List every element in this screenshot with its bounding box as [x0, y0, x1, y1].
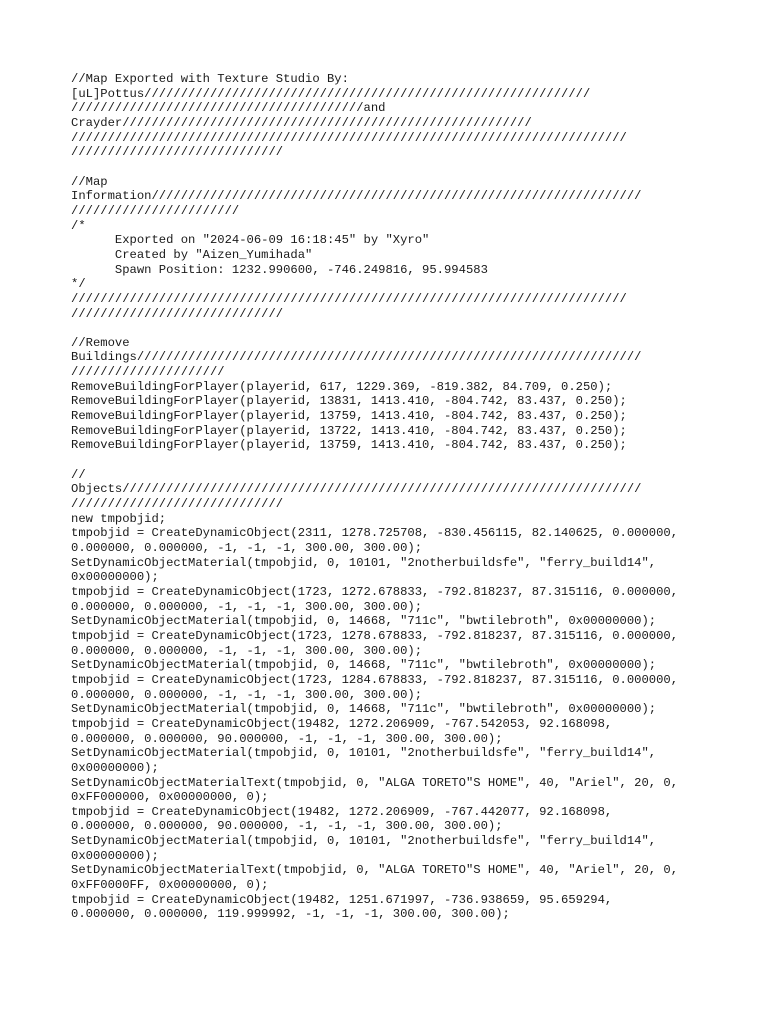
document-line: [71, 321, 711, 336]
document-line: 0x00000000);: [71, 760, 159, 775]
document-line: [uL]Pottus/////////////////////////////////////////////////////////////: [71, 86, 591, 101]
document-line: /////////////////////////////: [71, 145, 284, 160]
document-line: [71, 453, 711, 468]
document-line: RemoveBuildingForPlayer(playerid, 13759, 1413.410, -804.742, 83.437, 0.250);: [71, 438, 627, 453]
document-line: Spawn Position: 1232.990600, -746.249816, 95.994583: [71, 262, 488, 277]
document-line: 0.000000, 0.000000, 90.000000, -1, -1, -1, 300.00, 300.00);: [71, 819, 503, 834]
document-line: tmpobjid = CreateDynamicObject(1723, 1272.678833, -792.818237, 87.315116, 0.000000,: [71, 584, 679, 599]
document-line: SetDynamicObjectMaterial(tmpobjid, 0, 10101, "2notherbuildsfe", "ferry_build14",: [71, 746, 657, 761]
document-line: RemoveBuildingForPlayer(playerid, 13831, 1413.410, -804.742, 83.437, 0.250);: [71, 394, 627, 409]
document-line: SetDynamicObjectMaterial(tmpobjid, 0, 14668, "711c", "bwtilebroth", 0x00000000);: [71, 658, 657, 673]
document-line: tmpobjid = CreateDynamicObject(19482, 1272.206909, -767.442077, 92.168098,: [71, 804, 613, 819]
document-line: 0x00000000);: [71, 848, 159, 863]
document-line: SetDynamicObjectMaterial(tmpobjid, 0, 14668, "711c", "bwtilebroth", 0x00000000);: [71, 614, 657, 629]
document-line: RemoveBuildingForPlayer(playerid, 13722, 1413.410, -804.742, 83.437, 0.250);: [71, 423, 627, 438]
document-line: SetDynamicObjectMaterialText(tmpobjid, 0, "ALGA TORETO"S HOME", 40, "Ariel", 20, 0,: [71, 863, 679, 878]
document-line: */: [71, 277, 86, 292]
document-line: 0.000000, 0.000000, 119.999992, -1, -1, -1, 300.00, 300.00);: [71, 907, 510, 922]
document-line: ////////////////////////////////////////////////////////////////////////////: [71, 130, 627, 145]
document-line: tmpobjid = CreateDynamicObject(19482, 1251.671997, -736.938659, 95.659294,: [71, 892, 613, 907]
document-line: 0.000000, 0.000000, -1, -1, -1, 300.00, 300.00);: [71, 687, 423, 702]
document-line: ///////////////////////: [71, 203, 240, 218]
document-line: Exported on "2024-06-09 16:18:45" by "Xyro": [71, 233, 430, 248]
document-line: Objects///////////////////////////////////////////////////////////////////////: [71, 482, 642, 497]
document-line: 0.000000, 0.000000, -1, -1, -1, 300.00, 300.00);: [71, 599, 423, 614]
document-line: tmpobjid = CreateDynamicObject(19482, 1272.206909, -767.542053, 92.168098,: [71, 716, 613, 731]
document-line: 0.000000, 0.000000, -1, -1, -1, 300.00, 300.00);: [71, 541, 423, 555]
document-line: 0.000000, 0.000000, -1, -1, -1, 300.00, 300.00);: [71, 643, 423, 658]
document-line: //: [71, 467, 86, 482]
document-line: SetDynamicObjectMaterial(tmpobjid, 0, 10101, "2notherbuildsfe", "ferry_build14",: [71, 834, 657, 849]
document-line: 0.000000, 0.000000, 90.000000, -1, -1, -1, 300.00, 300.00);: [71, 731, 503, 746]
document-line: tmpobjid = CreateDynamicObject(2311, 1278.725708, -830.456115, 82.140625, 0.000000,: [71, 526, 679, 541]
document-line: //Remove: [71, 335, 130, 350]
document-line: ////////////////////////////////////////and: [71, 101, 386, 116]
document-page: [71, 72, 711, 922]
document-line: //Map: [71, 174, 108, 189]
document-line: tmpobjid = CreateDynamicObject(1723, 1284.678833, -792.818237, 87.315116, 0.000000,: [71, 672, 679, 687]
document-line: Crayder////////////////////////////////////////////////////////: [71, 115, 532, 130]
document-line: Created by "Aizen_Yumihada": [71, 247, 313, 262]
document-line: RemoveBuildingForPlayer(playerid, 13759, 1413.410, -804.742, 83.437, 0.250);: [71, 409, 627, 424]
document-line: /////////////////////////////: [71, 306, 284, 321]
document-line: /*: [71, 218, 86, 233]
document-line: [71, 160, 711, 175]
document-line: new tmpobjid;: [71, 511, 167, 526]
document-line: 0xFF0000FF, 0x00000000, 0);: [71, 878, 269, 893]
document-line: SetDynamicObjectMaterialText(tmpobjid, 0, "ALGA TORETO"S HOME", 40, "Ariel", 20, 0,: [71, 775, 679, 790]
document-line: /////////////////////: [71, 365, 225, 380]
document-line: Buildings/////////////////////////////////////////////////////////////////////: [71, 350, 642, 365]
document-line: SetDynamicObjectMaterial(tmpobjid, 0, 14668, "711c", "bwtilebroth", 0x00000000);: [71, 702, 657, 717]
document-line: 0x00000000);: [71, 570, 159, 585]
document-line: 0xFF000000, 0x00000000, 0);: [71, 790, 269, 805]
document-line: RemoveBuildingForPlayer(playerid, 617, 1229.369, -819.382, 84.709, 0.250);: [71, 379, 613, 394]
document-line: Information///////////////////////////////////////////////////////////////////: [71, 189, 642, 204]
document-line: /////////////////////////////: [71, 497, 284, 512]
document-line: //Map Exported with Texture Studio By:: [71, 72, 349, 86]
document-line: ////////////////////////////////////////////////////////////////////////////: [71, 291, 627, 306]
document-line: tmpobjid = CreateDynamicObject(1723, 1278.678833, -792.818237, 87.315116, 0.000000,: [71, 628, 679, 643]
document-line: SetDynamicObjectMaterial(tmpobjid, 0, 10101, "2notherbuildsfe", "ferry_build14",: [71, 555, 657, 570]
